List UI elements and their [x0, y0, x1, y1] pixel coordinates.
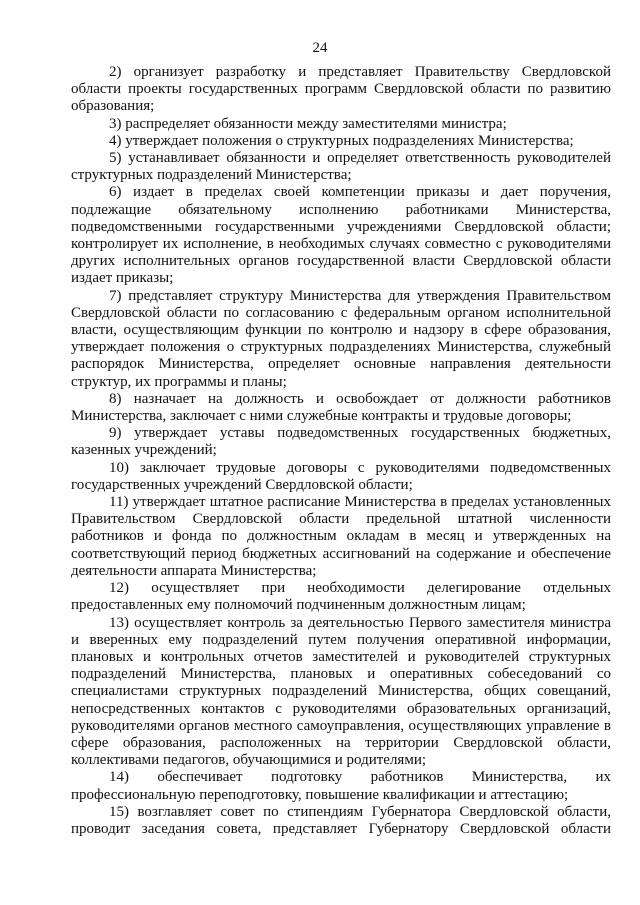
paragraph-item-14: 14) обеспечивает подготовку работников Министерства, их профессиональную переподготовку, повышение квалификации и аттестацию; — [71, 769, 611, 803]
paragraph-item-4: 4) утверждает положения о структурных подразделениях Министерства; — [109, 132, 574, 149]
paragraph-item-11: 11) утверждает штатное расписание Министерства в пределах установленных Правительством Свердловской области предельной штатной численности работников и фонда по должностным окладам в месяц и утвержденных на соответствующий период бюджетных ассигнований на содержание и обеспечение деятельности аппарата Министерства; — [71, 494, 611, 579]
paragraph-item-3: 3) распределяет обязанности между заместителями министра; — [109, 115, 507, 132]
paragraph-item-9: 9) утверждает уставы подведомственных государственных бюджетных, казенных учреждений; — [71, 425, 611, 459]
paragraph-item-6: 6) издает в пределах своей компетенции приказы и дает поручения, подлежащие обязательному исполнению работниками Министерства, подведомственными государственными учреждениями Свердловской области; контролирует их исполнение, в необходимых случаях совместно с руководителями других исполнительных органов государственной власти Свердловской области издает приказы; — [71, 184, 611, 287]
paragraph-item-8: 8) назначает на должность и освобождает от должности работников Министерства, заключает с ними служебные контракты и трудовые договоры; — [71, 390, 611, 425]
paragraph-item-10: 10) заключает трудовые договоры с руководителями подведомственных государственных учреждений Свердловской области; — [71, 459, 611, 493]
document-body — [71, 64, 611, 838]
paragraph-item-2: 2) организует разработку и представляет Правительству Свердловской области проекты государственных программ Свердловской области по развитию образования; — [71, 64, 611, 115]
page-number: 24 — [312, 40, 328, 56]
paragraph-item-15: 15) возглавляет совет по стипендиям Губернатора Свердловской области, проводит заседания совета, представляет Губернатору Свердловской области — [71, 803, 611, 837]
paragraph-item-7: 7) представляет структуру Министерства для утверждения Правительством Свердловской области по согласованию с федеральным органом исполнительной власти, осуществляющим функции по контролю и надзору в сфере образования, утверждает положения о структурных подразделениях Министерства, служебный распорядок Министерства, определяет основные направления деятельности структур, их программы и планы; — [71, 287, 611, 390]
paragraph-item-13: 13) осуществляет контроль за деятельностью Первого заместителя министра и вверенных ему подразделений путем получения оперативной информации, плановых и контрольных отчетов заместителей и руководителей структурных подразделений Министерства, плановых и оперативных собеседований со специалистами структурных подразделений Министерства, общих совещаний, непосредственных контактов с руководителями образовательных организаций, руководителями органов местного самоуправления, осуществляющих управление в сфере образования, расположенных на территории Свердловской области, коллективами педагогов, обучающимися и родителями; — [71, 614, 611, 769]
paragraph-item-5: 5) устанавливает обязанности и определяет ответственность руководителей структурных подразделений Министерства; — [71, 150, 611, 184]
paragraph-item-12: 12) осуществляет при необходимости делегирование отдельных предоставленных ему полномочий подчиненным должностным лицам; — [71, 580, 611, 614]
